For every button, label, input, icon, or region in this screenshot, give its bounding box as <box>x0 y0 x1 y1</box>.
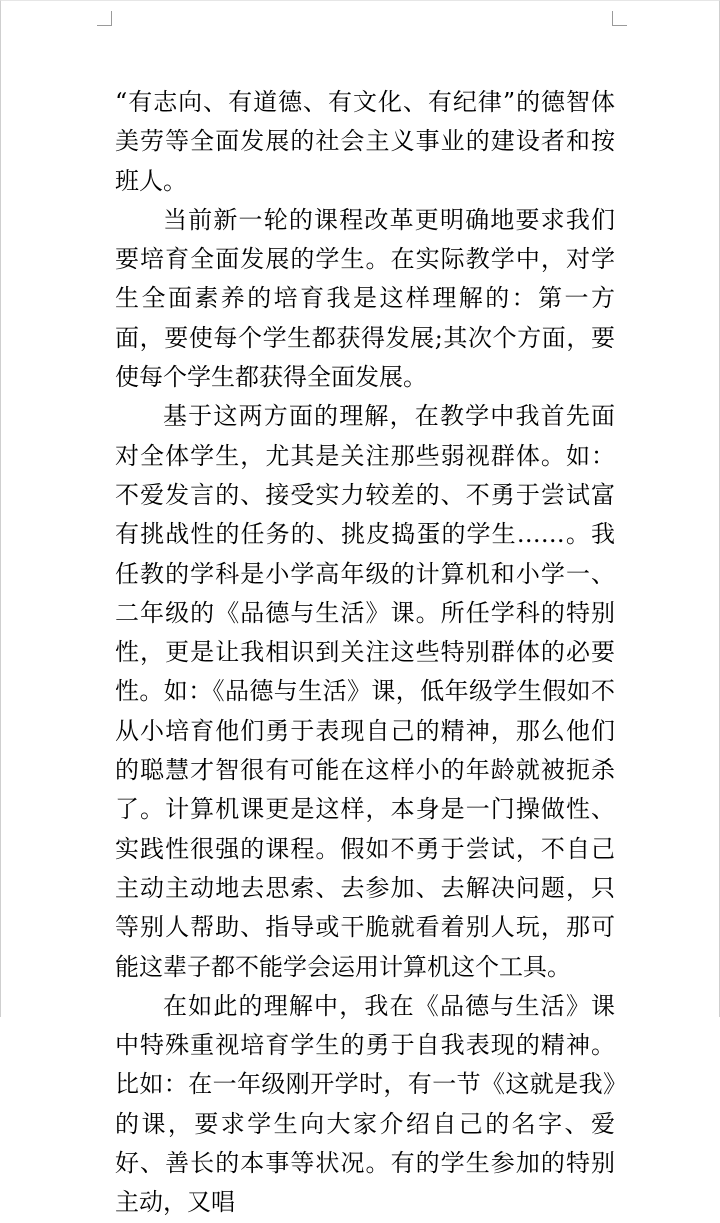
document-body <box>115 83 615 1223</box>
paragraph: 在如此的理解中，我在《品德与生活》课中特殊重视培育学生的勇于自我表现的精神。比如：在一年级刚开学时，有一节《这就是我》的课，要求学生向大家介绍自己的名字、爱好、善长的本事等状况。有的学生参加的特别主动，又唱 <box>115 991 615 1217</box>
paragraph-continuation: “有志向、有道德、有文化、有纪律”的德智体美劳等全面发展的社会主义事业的建设者和按班人。 <box>115 88 615 195</box>
crop-mark-top-right <box>612 11 627 26</box>
paragraph: 基于这两方面的理解，在教学中我首先面对全体学生，尤其是关注那些弱视群体。如：不爱发言的、接受实力较差的、不勇于尝试富有挑战性的任务的、挑皮捣蛋的学生……。我任教的学科是小学高年级的计算机和小学一、二年级的《品德与生活》课。所任学科的特别性，更是让我相识到关注这些特别群体的必要性。如：《品德与生活》课，低年级学生假如不从小培育他们勇于表现自己的精神，那么他们的聪慧才智很有可能在这样小的年龄就被扼杀了。计算机课更是这样，本身是一门操做性、实践性很强的课程。假如不勇于尝试，不自己主动主动地去思索、去参加、去解决问题，只等别人帮助、指导或干脆就看着别人玩，那可能这辈子都不能学会运用计算机这个工具。 <box>115 402 615 981</box>
paragraph: 当前新一轮的课程改革更明确地要求我们要培育全面发展的学生。在实际教学中，对学生全面素养的培育我是这样理解的：第一方面，要使每个学生都获得发展;其次个方面，要使每个学生都获得全面发展。 <box>115 205 615 392</box>
crop-mark-top-left <box>97 11 112 26</box>
